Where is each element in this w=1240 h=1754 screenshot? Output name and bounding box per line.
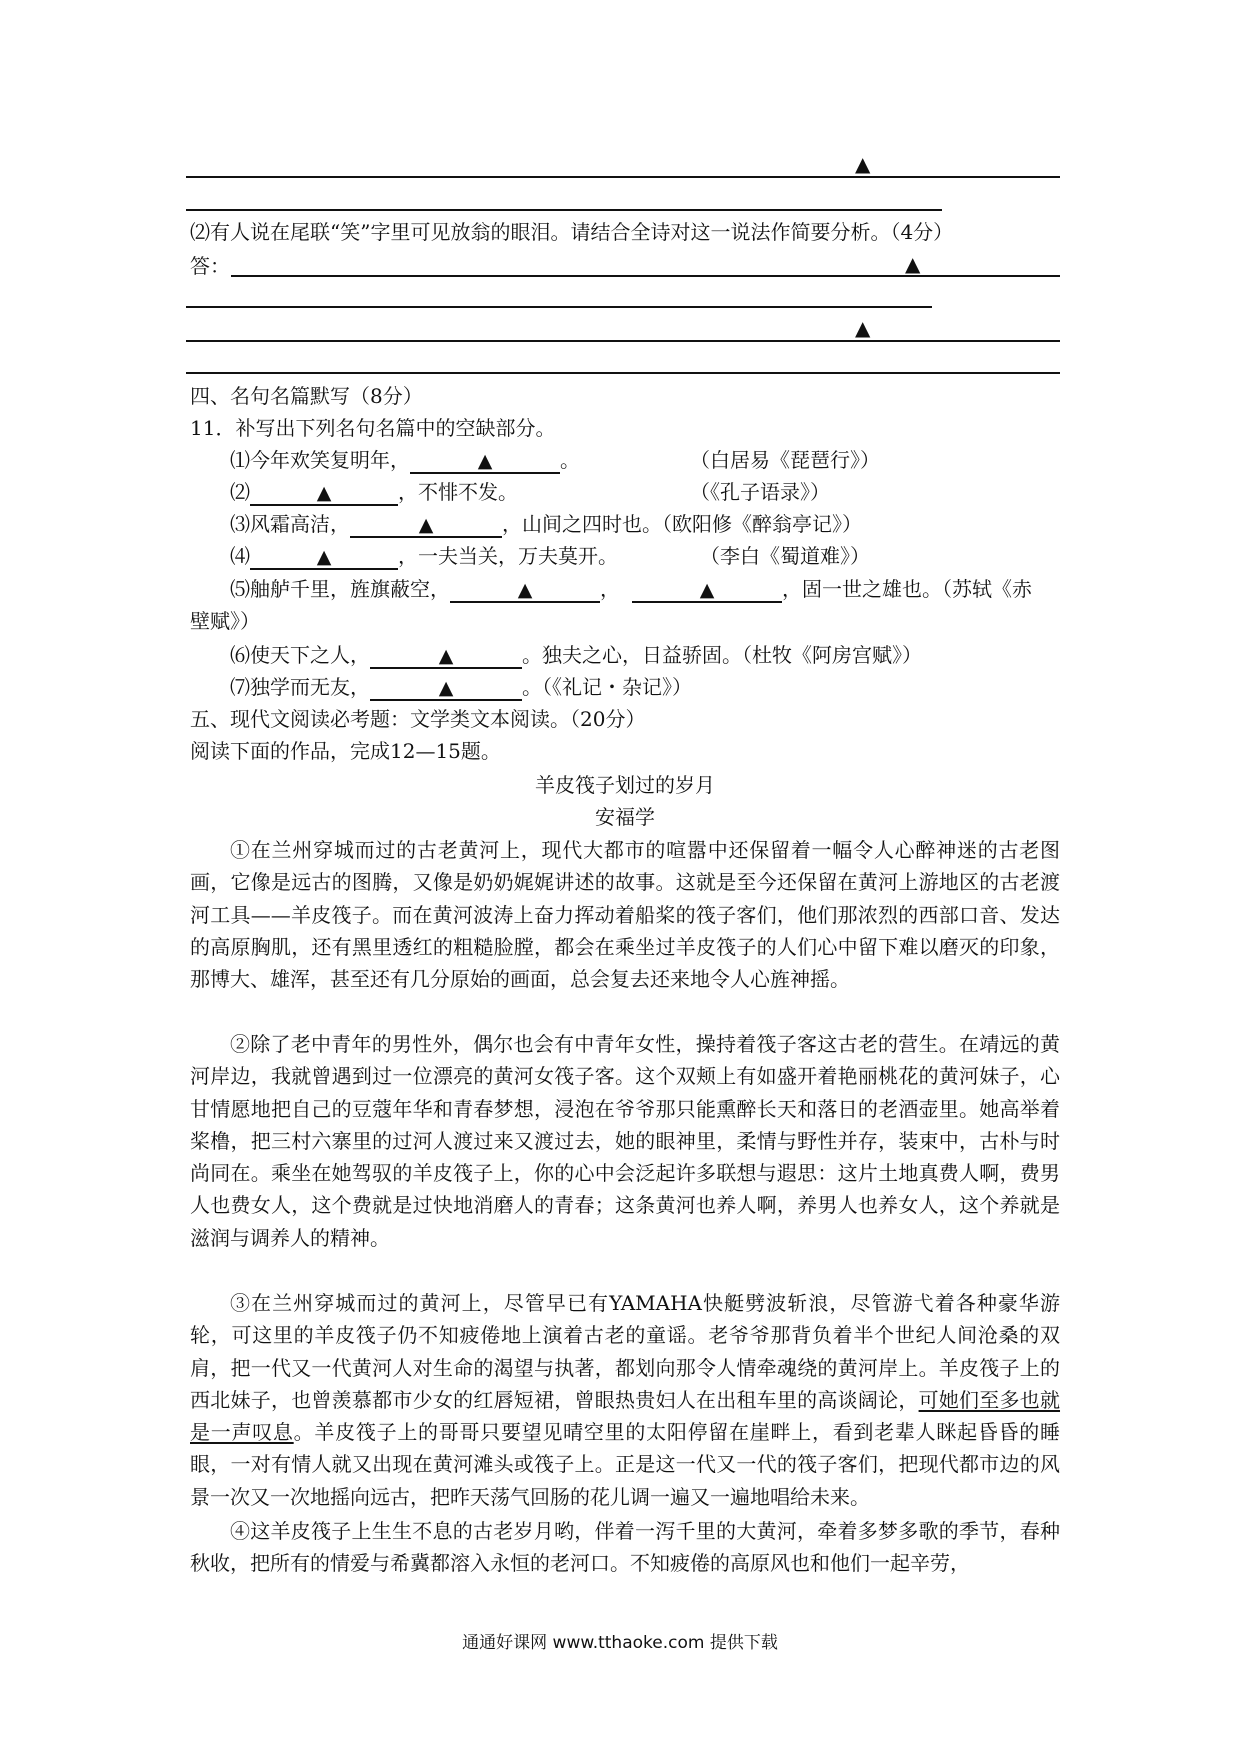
item-text: 。独夫之心，日益骄固。（杜牧《阿房宫赋》） [522,643,922,667]
answer-line[interactable] [186,372,1060,374]
item-text: ⑷ [230,544,250,568]
fill-item [230,642,922,669]
article-paragraph-1: ①在兰州穿城而过的古老黄河上，现代大都市的喧嚣中还保留着一幅令人心醉神迷的古老图画，它像是远古的图腾，又像是奶奶娓娓讲述的故事。这就是至今还保留在黄河上游地区的古老渡河工具——羊皮筏子。而在黄河波涛上奋力挥动着船桨的筏子客们，他们那浓烈的西部口音、发达的高原胸肌，还有黑里透红的粗糙脸膛，都会在乘坐过羊皮筏子的人们心中留下难以磨灭的印象，那博大、雄浑，甚至还有几分原始的画面，总会复去还来地令人心旌神摇。 [190,838,1060,992]
answer-label: 答： [190,254,230,278]
answer-marker: ▲ [855,316,871,340]
question-text: ⑵有人说在尾联“笑”字里可见放翁的眼泪。请结合全诗对这一说法作简要分析。（4分） [190,220,954,244]
article-author: 安福学 [595,805,655,829]
underlined-sentence: 可她们至多也就是一声叹息 [190,1387,1061,1445]
fill-item [230,511,862,538]
paragraph-text: 。羊皮筏子上的哥哥只要望见晴空里的太阳停留在崖畔上，看到老辈人眯起昏昏的睡眼，一对有情人就又出现在黄河滩头或筏子上。正是这一代又一代的筏子客们，把现代都市边的风景一次又一次地摇向远古，把昨天荡气回肠的花儿调一遍又一遍地唱给未来。 [190,1420,1061,1509]
item-text: ⑵ [230,480,250,504]
item-text: 。 [560,448,580,472]
item-text: ，山间之四时也。（欧阳修《醉翁亭记》） [502,512,862,536]
item-source: （李白《蜀道难》） [700,544,870,568]
paragraph-text: ③在兰州穿城而过的黄河上，尽管早已有YAMAHA快艇劈波斩浪，尽管游弋着各种豪华游轮，可这里的羊皮筏子仍不知疲倦地上演着古老的童谣。老爷爷那背负着半个世纪人间沧桑的双肩，把一代又一代黄河人对生命的渴望与执著，都划向那令人情牵魂绕的黄河岸上。羊皮筏子上的西北妹子，也曾羡慕都市少女的红唇短裙，曾眼热贵妇人在出租车里的高谈阔论， [190,1291,1060,1412]
item-text: ，不悱不发。 [398,480,518,504]
fill-blank[interactable]: ▲ [410,450,560,474]
article-paragraph-3 [190,1287,1060,1513]
fill-blank[interactable]: ▲ [450,579,600,603]
answer-line[interactable] [186,340,1060,342]
section-heading: 五、现代文阅读必考题：文学类文本阅读。（20分） [190,707,646,731]
item-text: ，固一世之雄也。（苏轼《赤 [782,577,1032,601]
fill-blank[interactable]: ▲ [370,677,522,701]
answer-marker: ▲ [855,152,871,176]
item-text: ⑴今年欢笑复明年， [230,448,410,472]
answer-line[interactable] [186,209,942,211]
item-text: ⑹使天下之人， [230,643,370,667]
fill-blank[interactable]: ▲ [370,645,522,669]
item-source: （《孔子语录》） [690,480,830,504]
fill-item [230,447,580,474]
fill-item [230,674,692,701]
item-text: ⑸舳舻千里，旌旗蔽空， [230,577,450,601]
question-prompt: 11．补写出下列名句名篇中的空缺部分。 [190,416,556,440]
article-paragraph-2: ②除了老中青年的男性外，偶尔也会有中青年女性，操持着筏子客这古老的营生。在靖远的黄河岸边，我就曾遇到过一位漂亮的黄河女筏子客。这个双颊上有如盛开着艳丽桃花的黄河妹子，心甘情愿地把自己的豆蔻年华和青春梦想，浸泡在爷爷那只能熏醉长天和落日的老酒壶里。她高举着桨橹，把三村六寨里的过河人渡过来又渡过去，她的眼神里，柔情与野性并存，装束中，古朴与时尚同在。乘坐在她驾驭的羊皮筏子上，你的心中会泛起许多联想与遐思：这片土地真费人啊，费男人也费女人，这个费就是过快地消磨人的青春；这条黄河也养人啊，养男人也养女人，这个养就是滋润与调养人的精神。 [190,1032,1060,1250]
page-footer: 通通好课网 www.tthaoke.com 提供下载 [462,1633,778,1653]
section-heading: 四、名句名篇默写（8分） [190,384,423,408]
reading-instruction: 阅读下面的作品，完成12—15题。 [190,739,501,763]
item-text-continued: 壁赋》） [190,609,260,633]
answer-marker: ▲ [905,252,921,276]
item-text: ，一夫当关，万夫莫开。 [398,544,618,568]
answer-line[interactable] [231,275,1060,277]
fill-blank[interactable]: ▲ [250,546,398,570]
fill-blank[interactable]: ▲ [632,579,782,603]
fill-item [230,576,1032,603]
answer-line[interactable] [186,306,932,308]
fill-item [230,543,618,570]
fill-item [230,479,518,506]
answer-line[interactable] [186,176,1060,178]
fill-blank[interactable]: ▲ [350,514,502,538]
item-text: ， [600,577,620,601]
item-source: （白居易《琵琶行》） [690,448,880,472]
item-text: ⑶风霜高洁， [230,512,350,536]
item-text: 。（《礼记・杂记》） [522,675,692,699]
fill-blank[interactable]: ▲ [250,482,398,506]
item-text: ⑺独学而无友， [230,675,370,699]
article-title: 羊皮筏子划过的岁月 [535,773,715,797]
article-paragraph-4: ④这羊皮筏子上生生不息的古老岁月哟，伴着一泻千里的大黄河，牵着多梦多歌的季节，春种秋收，把所有的情爱与希冀都溶入永恒的老河口。不知疲倦的高原风也和他们一起辛劳， [190,1519,1060,1576]
